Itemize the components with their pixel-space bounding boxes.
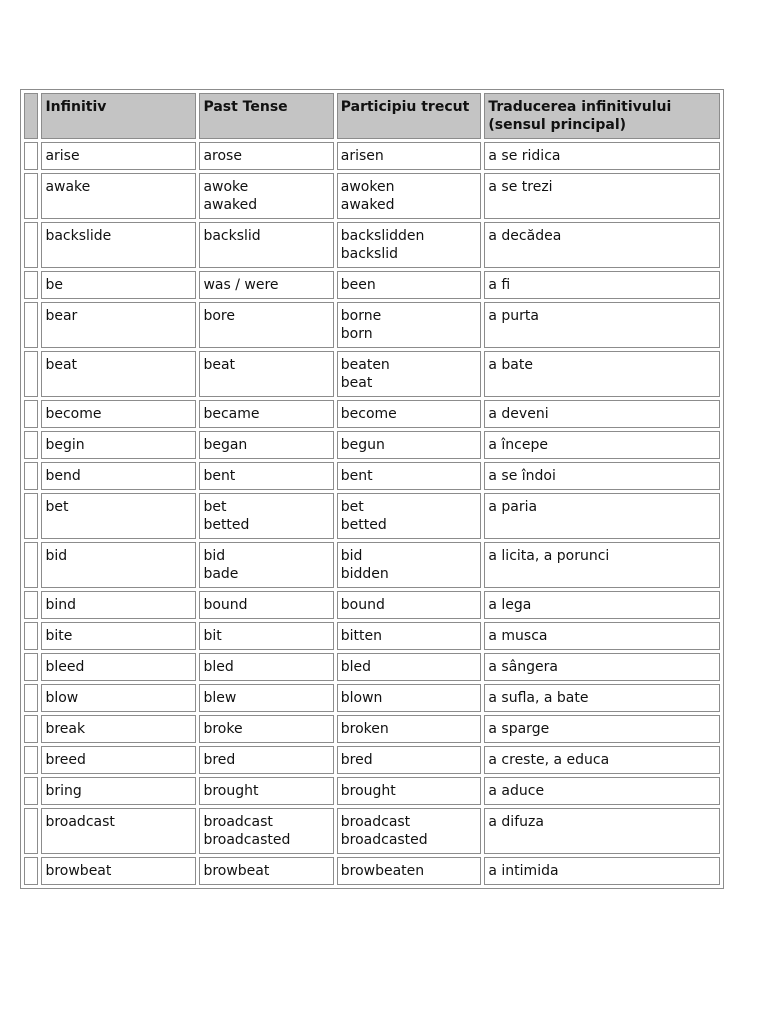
past-participle-cell <box>337 857 482 885</box>
translation-cell: a paria <box>484 493 720 539</box>
past-tense-cell <box>199 462 333 490</box>
past-participle-cell <box>337 684 482 712</box>
past-tense-cell <box>199 746 333 774</box>
infinitive-cell: be <box>41 271 196 299</box>
infinitive-cell: backslide <box>41 222 196 268</box>
row-marker-cell <box>24 271 38 299</box>
past-participle-cell <box>337 271 482 299</box>
table-row <box>24 400 720 428</box>
past-tense-cell <box>199 142 333 170</box>
infinitive-cell: browbeat <box>41 857 196 885</box>
past-tense-form: bred <box>203 752 236 768</box>
past-participle-cell <box>337 591 482 619</box>
past-participle-cell <box>337 653 482 681</box>
past-participle-cell <box>337 493 482 539</box>
past-participle-cell <box>337 142 482 170</box>
past-participle-form: browbeaten <box>340 863 425 879</box>
past-participle-form: begun <box>340 437 385 453</box>
infinitive-cell: bleed <box>41 653 196 681</box>
table-row <box>24 622 720 650</box>
past-tense-cell <box>199 400 333 428</box>
table-row <box>24 493 720 539</box>
row-marker-cell <box>24 222 38 268</box>
past-tense-cell <box>199 493 333 539</box>
past-tense-form: bent <box>203 468 236 484</box>
past-participle-form: bitten <box>340 628 382 644</box>
translation-cell: a musca <box>484 622 720 650</box>
past-tense-form: was / were <box>203 277 279 293</box>
table-row <box>24 746 720 774</box>
table-row <box>24 142 720 170</box>
row-marker-cell <box>24 351 38 397</box>
table-row <box>24 302 720 348</box>
past-participle-form: bid <box>340 548 363 564</box>
infinitive-cell: bend <box>41 462 196 490</box>
past-tense-form: betted <box>203 517 250 533</box>
row-marker-cell <box>24 715 38 743</box>
row-marker-cell <box>24 400 38 428</box>
past-participle-form: broken <box>340 721 389 737</box>
past-tense-cell <box>199 351 333 397</box>
row-marker-cell <box>24 142 38 170</box>
past-participle-form: bled <box>340 659 372 675</box>
past-participle-form: awaked <box>340 197 395 213</box>
past-participle-cell <box>337 622 482 650</box>
past-participle-form: been <box>340 277 376 293</box>
past-tense-form: backslid <box>203 228 261 244</box>
row-marker-cell <box>24 808 38 854</box>
translation-cell: a intimida <box>484 857 720 885</box>
table-row <box>24 351 720 397</box>
translation-cell: a se ridica <box>484 142 720 170</box>
past-tense-form: awaked <box>203 197 258 213</box>
past-participle-cell <box>337 173 482 219</box>
infinitive-cell: become <box>41 400 196 428</box>
past-participle-form: bred <box>340 752 373 768</box>
past-tense-cell <box>199 715 333 743</box>
header-past-tense: Past Tense <box>199 93 333 139</box>
infinitive-cell: bite <box>41 622 196 650</box>
infinitive-cell: breed <box>41 746 196 774</box>
past-participle-form: beat <box>340 375 373 391</box>
row-marker-cell <box>24 746 38 774</box>
row-marker-cell <box>24 493 38 539</box>
table-header <box>24 93 720 139</box>
past-tense-cell <box>199 777 333 805</box>
past-participle-cell <box>337 351 482 397</box>
past-participle-form: blown <box>340 690 383 706</box>
past-participle-cell <box>337 746 482 774</box>
past-participle-cell <box>337 222 482 268</box>
infinitive-cell: blow <box>41 684 196 712</box>
table-row <box>24 808 720 854</box>
past-tense-form: bid <box>203 548 226 564</box>
row-marker-cell <box>24 622 38 650</box>
irregular-verbs-table <box>20 89 724 889</box>
translation-cell: a sufla, a bate <box>484 684 720 712</box>
past-tense-form: blew <box>203 690 237 706</box>
infinitive-cell: bear <box>41 302 196 348</box>
header-translation <box>484 93 720 139</box>
past-tense-cell <box>199 271 333 299</box>
past-tense-form: bound <box>203 597 248 613</box>
past-tense-cell <box>199 222 333 268</box>
past-tense-form: beat <box>203 357 236 373</box>
past-tense-form: bet <box>203 499 227 515</box>
row-marker-cell <box>24 857 38 885</box>
past-participle-cell <box>337 431 482 459</box>
table-body <box>24 142 720 885</box>
past-tense-form: brought <box>203 783 259 799</box>
past-participle-form: bent <box>340 468 373 484</box>
past-tense-form: bled <box>203 659 234 675</box>
past-participle-form: broadcast <box>340 814 411 830</box>
past-tense-cell <box>199 653 333 681</box>
translation-cell: a începe <box>484 431 720 459</box>
header-row <box>24 93 720 139</box>
row-marker-cell <box>24 653 38 681</box>
past-tense-form: bit <box>203 628 222 644</box>
past-participle-cell <box>337 302 482 348</box>
infinitive-cell: broadcast <box>41 808 196 854</box>
header-index-cell <box>24 93 38 139</box>
past-tense-cell <box>199 542 333 588</box>
past-participle-form: borne <box>340 308 382 324</box>
past-participle-cell <box>337 808 482 854</box>
translation-cell: a sparge <box>484 715 720 743</box>
row-marker-cell <box>24 462 38 490</box>
translation-cell: a bate <box>484 351 720 397</box>
row-marker-cell <box>24 542 38 588</box>
past-tense-cell <box>199 431 333 459</box>
infinitive-cell: bind <box>41 591 196 619</box>
past-participle-form: betted <box>340 517 387 533</box>
past-tense-form: awoke <box>203 179 249 195</box>
row-marker-cell <box>24 173 38 219</box>
table-row <box>24 542 720 588</box>
infinitive-cell: bet <box>41 493 196 539</box>
past-tense-form: broadcast <box>203 814 273 830</box>
past-participle-cell <box>337 462 482 490</box>
translation-cell: a fi <box>484 271 720 299</box>
translation-cell: a deveni <box>484 400 720 428</box>
past-tense-cell <box>199 591 333 619</box>
past-tense-cell <box>199 173 333 219</box>
translation-cell: a creste, a educa <box>484 746 720 774</box>
past-participle-form: beaten <box>340 357 390 373</box>
past-tense-form: broke <box>203 721 243 737</box>
table-row <box>24 715 720 743</box>
past-tense-form: broadcasted <box>203 832 291 848</box>
past-tense-cell <box>199 808 333 854</box>
row-marker-cell <box>24 591 38 619</box>
infinitive-cell: awake <box>41 173 196 219</box>
past-participle-cell <box>337 400 482 428</box>
infinitive-cell: bid <box>41 542 196 588</box>
table-row <box>24 173 720 219</box>
document-page <box>20 89 724 890</box>
past-participle-cell <box>337 542 482 588</box>
translation-cell: a licita, a porunci <box>484 542 720 588</box>
translation-cell: a difuza <box>484 808 720 854</box>
row-marker-cell <box>24 777 38 805</box>
row-marker-cell <box>24 302 38 348</box>
past-participle-form: broadcasted <box>340 832 428 848</box>
translation-cell: a lega <box>484 591 720 619</box>
infinitive-cell: beat <box>41 351 196 397</box>
past-participle-form: born <box>340 326 373 342</box>
past-participle-form: become <box>340 406 397 422</box>
past-participle-form: brought <box>340 783 396 799</box>
past-participle-form: bidden <box>340 566 389 582</box>
translation-cell: a se trezi <box>484 173 720 219</box>
header-past-participle: Participiu trecut <box>337 93 482 139</box>
past-participle-form: bound <box>340 597 385 613</box>
table-row <box>24 653 720 681</box>
table-row <box>24 462 720 490</box>
table-row <box>24 591 720 619</box>
table-row <box>24 222 720 268</box>
table-row <box>24 684 720 712</box>
table-row <box>24 777 720 805</box>
infinitive-cell: bring <box>41 777 196 805</box>
header-infinitive: Infinitiv <box>41 93 196 139</box>
past-tense-form: bade <box>203 566 239 582</box>
translation-cell: a aduce <box>484 777 720 805</box>
past-tense-cell <box>199 684 333 712</box>
table-row <box>24 431 720 459</box>
translation-cell: a purta <box>484 302 720 348</box>
past-tense-form: arose <box>203 148 242 164</box>
past-tense-form: became <box>203 406 260 422</box>
translation-cell: a sângera <box>484 653 720 681</box>
past-tense-form: bore <box>203 308 235 324</box>
past-tense-cell <box>199 622 333 650</box>
infinitive-cell: break <box>41 715 196 743</box>
table-row <box>24 857 720 885</box>
translation-cell: a decădea <box>484 222 720 268</box>
past-participle-form: awoken <box>340 179 395 195</box>
past-tense-cell <box>199 302 333 348</box>
past-participle-form: bet <box>340 499 364 515</box>
translation-cell: a se îndoi <box>484 462 720 490</box>
past-tense-form: began <box>203 437 248 453</box>
past-participle-form: backslid <box>340 246 398 262</box>
past-participle-cell <box>337 777 482 805</box>
past-participle-cell <box>337 715 482 743</box>
infinitive-cell: begin <box>41 431 196 459</box>
infinitive-cell: arise <box>41 142 196 170</box>
past-tense-cell <box>199 857 333 885</box>
row-marker-cell <box>24 684 38 712</box>
row-marker-cell <box>24 431 38 459</box>
table-row <box>24 271 720 299</box>
header-translation-text: Traducerea infinitivului (sensul principal) <box>488 99 672 133</box>
past-tense-form: browbeat <box>203 863 270 879</box>
past-participle-form: backslidden <box>340 228 425 244</box>
past-participle-form: arisen <box>340 148 384 164</box>
